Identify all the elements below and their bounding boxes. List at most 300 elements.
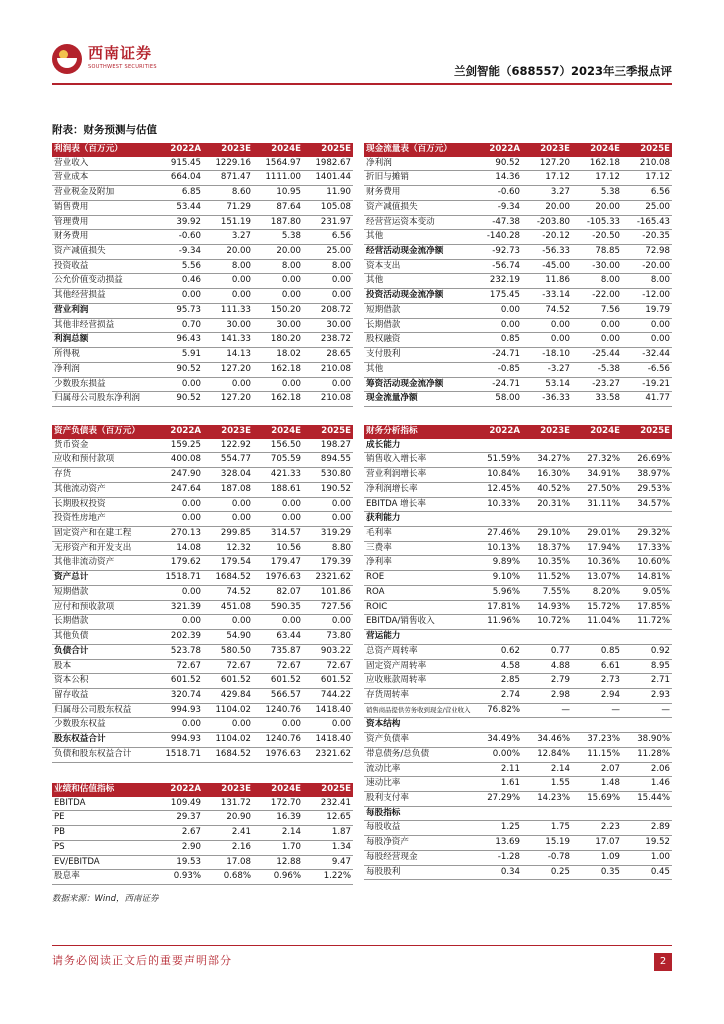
- cell-value: 6.56: [622, 186, 672, 201]
- year-header: 2023E: [522, 143, 572, 157]
- year-header: 2023E: [203, 425, 253, 439]
- row-label: 支付股利: [364, 348, 472, 363]
- cell-value: 58.00: [472, 392, 522, 407]
- cell-value: 523.78: [153, 644, 203, 659]
- cell-value: 2.73: [572, 674, 622, 689]
- cell-value: 1518.71: [153, 571, 203, 586]
- cell-value: -56.33: [522, 245, 572, 260]
- cell-value: 0.46: [153, 274, 203, 289]
- cell-value: 10.33%: [472, 497, 522, 512]
- cell-value: 190.52: [303, 482, 353, 497]
- row-label: 投资性房地产: [52, 512, 153, 527]
- table-row: [364, 600, 672, 615]
- row-label: 净利润: [364, 157, 472, 171]
- cell-value: 159.25: [153, 439, 203, 453]
- cell-value: 4.88: [522, 659, 572, 674]
- row-label: 营业利润增长率: [364, 468, 472, 483]
- logo-emblem-icon: [52, 44, 82, 74]
- row-label: 每股经营现金: [364, 850, 472, 865]
- cell-value: -22.00: [572, 289, 622, 304]
- row-label: 营业利润: [52, 303, 153, 318]
- cell-value: 17.12: [572, 171, 622, 186]
- table-row: [364, 865, 672, 880]
- cell-value: [572, 512, 622, 527]
- cell-value: 105.08: [303, 200, 353, 215]
- cell-value: 9.10%: [472, 571, 522, 586]
- table-row: [364, 497, 672, 512]
- table-row: [52, 333, 353, 348]
- cell-value: 0.62: [472, 644, 522, 659]
- cell-value: 7.55%: [522, 585, 572, 600]
- cell-value: -3.27: [522, 362, 572, 377]
- cell-value: 19.53: [153, 855, 203, 870]
- cell-value: 16.39: [253, 811, 303, 826]
- cell-value: 1684.52: [203, 747, 253, 762]
- cell-value: -36.33: [522, 392, 572, 407]
- cell-value: 10.56: [253, 541, 303, 556]
- table-row: [52, 797, 353, 811]
- cell-value: 17.07: [572, 836, 622, 851]
- table-row: [364, 777, 672, 792]
- cell-value: 11.52%: [522, 571, 572, 586]
- row-label: 固定资产周转率: [364, 659, 472, 674]
- cell-value: 15.44%: [622, 791, 672, 806]
- cell-value: 0.00: [253, 497, 303, 512]
- cell-value: 5.38: [253, 230, 303, 245]
- table-row: [52, 718, 353, 733]
- table-row: [364, 318, 672, 333]
- cell-value: -19.21: [622, 377, 672, 392]
- cell-value: [572, 439, 622, 453]
- row-label: 公允价值变动损益: [52, 274, 153, 289]
- cell-value: 314.57: [253, 527, 303, 542]
- cell-value: 0.00: [153, 289, 203, 304]
- cell-value: [572, 806, 622, 821]
- cell-value: 30.00: [203, 318, 253, 333]
- cell-value: 0.00: [572, 318, 622, 333]
- cell-value: 101.86: [303, 585, 353, 600]
- row-label: 成长能力: [364, 439, 472, 453]
- cell-value: 0.00: [572, 333, 622, 348]
- table-row: [52, 468, 353, 483]
- cell-value: 20.00: [203, 245, 253, 260]
- row-label: 折旧与摊销: [364, 171, 472, 186]
- row-label: 销售商品提供劳务收到现金/营业收入: [364, 703, 472, 718]
- cell-value: -9.34: [153, 245, 203, 260]
- row-label: 每股股利: [364, 865, 472, 880]
- cell-value: 29.37: [153, 811, 203, 826]
- table-row: [364, 527, 672, 542]
- cell-value: 2.98: [522, 688, 572, 703]
- cell-value: 0.00: [303, 377, 353, 392]
- cell-value: 232.19: [472, 274, 522, 289]
- cell-value: 0.00: [253, 274, 303, 289]
- cell-value: 14.36: [472, 171, 522, 186]
- cell-value: 19.79: [622, 303, 672, 318]
- cell-value: 1.75: [522, 821, 572, 836]
- row-label: 股利支付率: [364, 791, 472, 806]
- cell-value: 8.80: [303, 541, 353, 556]
- cell-value: -20.00: [622, 259, 672, 274]
- cell-value: 27.29%: [472, 791, 522, 806]
- table-row: [364, 200, 672, 215]
- cell-value: 72.67: [203, 659, 253, 674]
- table-row: [364, 362, 672, 377]
- cell-value: 2321.62: [303, 571, 353, 586]
- cell-value: 320.74: [153, 688, 203, 703]
- cell-value: 601.52: [303, 674, 353, 689]
- cell-value: 74.52: [203, 585, 253, 600]
- table-row: [52, 826, 353, 841]
- table-row: [364, 585, 672, 600]
- row-label: 财务费用: [364, 186, 472, 201]
- cell-value: 5.91: [153, 348, 203, 363]
- cell-value: 2.94: [572, 688, 622, 703]
- cell-value: -92.73: [472, 245, 522, 260]
- cell-value: 17.12: [522, 171, 572, 186]
- cell-value: 188.61: [253, 482, 303, 497]
- cell-value: 17.12: [622, 171, 672, 186]
- row-label: 净利润增长率: [364, 482, 472, 497]
- cell-value: -24.71: [472, 377, 522, 392]
- cell-value: 8.00: [572, 274, 622, 289]
- cell-value: 20.00: [572, 200, 622, 215]
- row-label: 管理费用: [52, 215, 153, 230]
- cell-value: 34.49%: [472, 733, 522, 748]
- income-statement-table: [52, 143, 353, 407]
- cell-value: 0.00: [303, 289, 353, 304]
- cell-value: 19.52: [622, 836, 672, 851]
- cell-value: -20.50: [572, 230, 622, 245]
- table-row: [52, 259, 353, 274]
- cell-value: 179.62: [153, 556, 203, 571]
- table-row: [364, 630, 672, 645]
- cell-value: 6.56: [303, 230, 353, 245]
- cell-value: 210.08: [303, 392, 353, 407]
- year-header: 2024E: [253, 143, 303, 157]
- cell-value: 5.96%: [472, 585, 522, 600]
- row-label: EBITDA 增长率: [364, 497, 472, 512]
- row-label: 每股净资产: [364, 836, 472, 851]
- table-row: [364, 215, 672, 230]
- cell-value: 34.57%: [622, 497, 672, 512]
- cell-value: 2.67: [153, 826, 203, 841]
- table-row: [364, 333, 672, 348]
- cell-value: 915.45: [153, 157, 203, 171]
- table-header-row: [52, 143, 353, 157]
- cell-value: 2.14: [253, 826, 303, 841]
- row-label: 营运能力: [364, 630, 472, 645]
- cell-value: -32.44: [622, 348, 672, 363]
- table-row: [52, 230, 353, 245]
- cell-value: 0.35: [572, 865, 622, 880]
- cell-value: 0.00: [203, 274, 253, 289]
- footer-disclaimer: 请务必阅读正文后的重要声明部分: [52, 954, 232, 967]
- cell-value: 0.00: [253, 718, 303, 733]
- cell-value: 903.22: [303, 644, 353, 659]
- cell-value: 1.00: [622, 850, 672, 865]
- cell-value: 17.85%: [622, 600, 672, 615]
- cell-value: 6.61: [572, 659, 622, 674]
- cell-value: 208.72: [303, 303, 353, 318]
- cell-value: 72.67: [153, 659, 203, 674]
- table-row: [364, 615, 672, 630]
- cell-value: 162.18: [253, 362, 303, 377]
- table-row: [52, 157, 353, 171]
- table-row: [52, 512, 353, 527]
- table-row: [52, 747, 353, 762]
- cell-value: 12.65: [303, 811, 353, 826]
- table-row: [52, 186, 353, 201]
- cell-value: 13.07%: [572, 571, 622, 586]
- cell-value: 2.79: [522, 674, 572, 689]
- table-title: 利润表（百万元）: [52, 143, 153, 157]
- year-header: 2022A: [153, 425, 203, 439]
- row-label: PB: [52, 826, 153, 841]
- cell-value: 29.53%: [622, 482, 672, 497]
- row-label: 其他: [364, 274, 472, 289]
- table-row: [364, 747, 672, 762]
- cell-value: 10.35%: [522, 556, 572, 571]
- cell-value: 10.95: [253, 186, 303, 201]
- table-row: [364, 392, 672, 407]
- table-row: [52, 215, 353, 230]
- table-row: [364, 703, 672, 718]
- cell-value: 1.48: [572, 777, 622, 792]
- table-row: [52, 615, 353, 630]
- cell-value: -47.38: [472, 215, 522, 230]
- table-row: [364, 791, 672, 806]
- table-row: [364, 806, 672, 821]
- table-row: [364, 157, 672, 171]
- cell-value: 17.08: [203, 855, 253, 870]
- table-row: [52, 362, 353, 377]
- cell-value: 51.59%: [472, 453, 522, 468]
- cell-value: 179.39: [303, 556, 353, 571]
- row-label: 其他: [364, 230, 472, 245]
- cell-value: 17.33%: [622, 541, 672, 556]
- cell-value: 141.33: [203, 333, 253, 348]
- table-row: [364, 171, 672, 186]
- table-row: [364, 259, 672, 274]
- cell-value: 590.35: [253, 600, 303, 615]
- cell-value: 1.46: [622, 777, 672, 792]
- cell-value: 1684.52: [203, 571, 253, 586]
- cell-value: 11.90: [303, 186, 353, 201]
- cell-value: 14.13: [203, 348, 253, 363]
- cell-value: [522, 630, 572, 645]
- table-header-row: [52, 425, 353, 439]
- cell-value: 20.90: [203, 811, 253, 826]
- table-header-row: [52, 783, 353, 797]
- cell-value: —: [572, 703, 622, 718]
- row-label: 带息债务/总负债: [364, 747, 472, 762]
- cell-value: 0.34: [472, 865, 522, 880]
- cell-value: 1976.63: [253, 747, 303, 762]
- cell-value: 14.23%: [522, 791, 572, 806]
- table-row: [52, 630, 353, 645]
- row-label: 负债和股东权益合计: [52, 747, 153, 762]
- cell-value: 12.32: [203, 541, 253, 556]
- cell-value: 601.52: [153, 674, 203, 689]
- cell-value: [472, 718, 522, 733]
- cell-value: 0.70: [153, 318, 203, 333]
- year-header: 2025E: [622, 143, 672, 157]
- table-row: [52, 585, 353, 600]
- cell-value: -56.74: [472, 259, 522, 274]
- row-label: 应收账款周转率: [364, 674, 472, 689]
- cell-value: 122.92: [203, 439, 253, 453]
- cell-value: 27.46%: [472, 527, 522, 542]
- cell-value: 894.55: [303, 453, 353, 468]
- row-label: 其他非经营损益: [52, 318, 153, 333]
- cell-value: 11.28%: [622, 747, 672, 762]
- table-row: [52, 855, 353, 870]
- table-row: [52, 171, 353, 186]
- cell-value: -33.14: [522, 289, 572, 304]
- cell-value: 8.20%: [572, 585, 622, 600]
- cell-value: 34.91%: [572, 468, 622, 483]
- table-row: [364, 659, 672, 674]
- year-header: 2023E: [203, 143, 253, 157]
- cell-value: 1240.76: [253, 733, 303, 748]
- cell-value: 29.10%: [522, 527, 572, 542]
- row-label: 筹资活动现金流净额: [364, 377, 472, 392]
- cell-value: 0.00: [203, 289, 253, 304]
- cell-value: 14.93%: [522, 600, 572, 615]
- cell-value: 15.69%: [572, 791, 622, 806]
- cell-value: 162.18: [572, 157, 622, 171]
- cell-value: 530.80: [303, 468, 353, 483]
- year-header: 2023E: [522, 425, 572, 439]
- row-label: 短期借款: [52, 585, 153, 600]
- table-row: [52, 289, 353, 304]
- cell-value: -20.35: [622, 230, 672, 245]
- cell-value: 10.72%: [522, 615, 572, 630]
- cell-value: 3.27: [203, 230, 253, 245]
- table-row: [52, 439, 353, 453]
- cell-value: 1518.71: [153, 747, 203, 762]
- cell-value: 0.00: [622, 333, 672, 348]
- cell-value: 0.00: [522, 318, 572, 333]
- cell-value: 10.84%: [472, 468, 522, 483]
- row-label: 资产总计: [52, 571, 153, 586]
- table-row: [364, 850, 672, 865]
- cell-value: 179.54: [203, 556, 253, 571]
- table-row: [52, 556, 353, 571]
- row-label: 每股收益: [364, 821, 472, 836]
- cell-value: 41.77: [622, 392, 672, 407]
- cell-value: [522, 718, 572, 733]
- row-label: 归属母公司股东权益: [52, 703, 153, 718]
- cell-value: -23.27: [572, 377, 622, 392]
- row-label: EV/EBITDA: [52, 855, 153, 870]
- cell-value: 10.13%: [472, 541, 522, 556]
- cell-value: 17.81%: [472, 600, 522, 615]
- cell-value: 0.00: [303, 497, 353, 512]
- cell-value: 11.96%: [472, 615, 522, 630]
- row-label: 应付和预收款项: [52, 600, 153, 615]
- cell-value: 601.52: [253, 674, 303, 689]
- cell-value: 72.67: [303, 659, 353, 674]
- table-row: [364, 377, 672, 392]
- cell-value: 2.14: [522, 762, 572, 777]
- row-label: 股本: [52, 659, 153, 674]
- table-row: [52, 703, 353, 718]
- cell-value: 0.25: [522, 865, 572, 880]
- cell-value: 6.85: [153, 186, 203, 201]
- cell-value: 53.44: [153, 200, 203, 215]
- year-header: 2023E: [203, 783, 253, 797]
- table-row: [52, 527, 353, 542]
- cell-value: 0.85: [572, 644, 622, 659]
- cell-value: 30.00: [253, 318, 303, 333]
- cell-value: —: [622, 703, 672, 718]
- cell-value: 96.43: [153, 333, 203, 348]
- cell-value: 8.00: [622, 274, 672, 289]
- row-label: 投资收益: [52, 259, 153, 274]
- data-source-note: 数据来源：Wind，西南证券: [52, 894, 159, 904]
- cell-value: 554.77: [203, 453, 253, 468]
- cell-value: 0.00%: [472, 747, 522, 762]
- cell-value: 2.74: [472, 688, 522, 703]
- cell-value: 26.69%: [622, 453, 672, 468]
- row-label: 长期股权投资: [52, 497, 153, 512]
- cell-value: 156.50: [253, 439, 303, 453]
- table-row: [52, 688, 353, 703]
- cell-value: 994.93: [153, 733, 203, 748]
- cell-value: -24.71: [472, 348, 522, 363]
- cell-value: 131.72: [203, 797, 253, 811]
- cell-value: 11.15%: [572, 747, 622, 762]
- table-row: [364, 674, 672, 689]
- table-row: [364, 453, 672, 468]
- cell-value: 5.38: [572, 186, 622, 201]
- cell-value: 18.02: [253, 348, 303, 363]
- row-label: 资本公积: [52, 674, 153, 689]
- cell-value: 2.06: [622, 762, 672, 777]
- table-row: [52, 870, 353, 885]
- cell-value: 238.72: [303, 333, 353, 348]
- financial-ratios-table: [364, 425, 672, 880]
- row-label: 固定资产和在建工程: [52, 527, 153, 542]
- year-header: 2024E: [253, 425, 303, 439]
- cell-value: 0.00: [303, 718, 353, 733]
- cell-value: 0.00: [253, 512, 303, 527]
- cell-value: —: [522, 703, 572, 718]
- table-row: [364, 556, 672, 571]
- cell-value: 0.92: [622, 644, 672, 659]
- cell-value: [622, 439, 672, 453]
- table-row: [364, 836, 672, 851]
- cell-value: -0.60: [153, 230, 203, 245]
- table-row: [52, 245, 353, 260]
- table-row: [52, 541, 353, 556]
- table-row: [52, 482, 353, 497]
- cell-value: 87.64: [253, 200, 303, 215]
- year-header: 2024E: [572, 425, 622, 439]
- table-row: [364, 468, 672, 483]
- row-label: 长期借款: [52, 615, 153, 630]
- table-row: [364, 439, 672, 453]
- row-label: 流动比率: [364, 762, 472, 777]
- table-title: 资产负债表（百万元）: [52, 425, 153, 439]
- cell-value: 0.00: [303, 512, 353, 527]
- row-label: 营业成本: [52, 171, 153, 186]
- cell-value: 109.49: [153, 797, 203, 811]
- row-label: EBITDA/销售收入: [364, 615, 472, 630]
- row-label: 资本结构: [364, 718, 472, 733]
